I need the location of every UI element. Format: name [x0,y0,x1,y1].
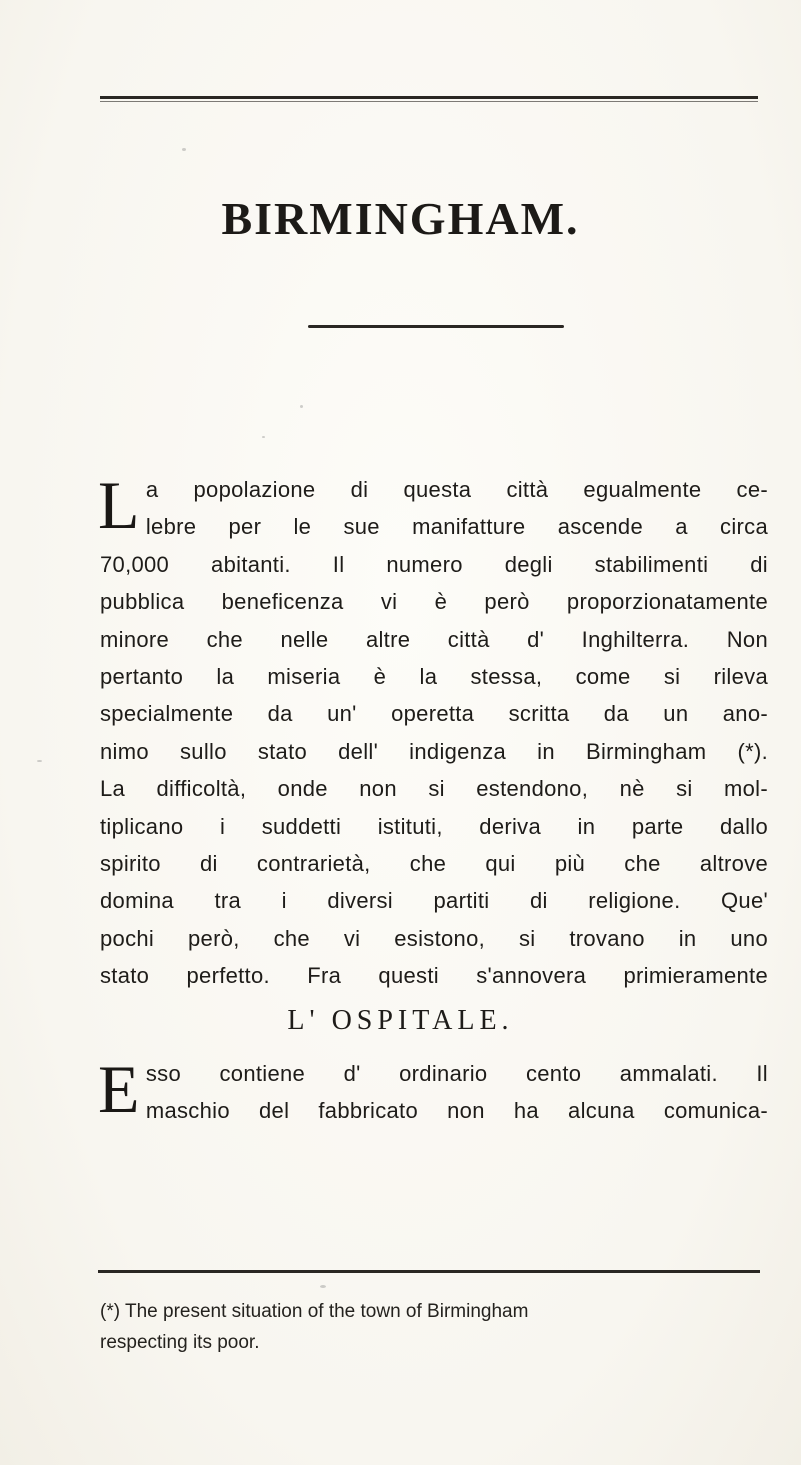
paper-speck [300,405,303,408]
text-line: lebre per le sue manifatture ascende a circa [145,514,768,540]
text-line: 70,000 abitanti. Il numero degli stabilimenti di [100,551,768,577]
text-line: domina tra i diversi partiti di religione. Que' [100,888,768,914]
text-line: stato perfetto. Fra questi s'annovera primieramente [100,963,768,989]
paper-speck [262,436,265,438]
footnote [100,1296,768,1358]
text-line: nimo sullo stato dell' indigenza in Birmingham (*). [100,738,768,764]
text-line: maschio del fabbricato non ha alcuna comunica- [145,1098,768,1124]
text-line: La popolazione di questa città egualmente ce- [98,467,768,543]
section-heading: L' OSPITALE. [287,1005,514,1036]
paragraph-ospitale [98,1051,768,1130]
paragraph-birmingham [98,467,768,994]
text-line: pertanto la miseria è la stessa, come si rileva [100,663,768,689]
text-line: tiplicano i suddetti istituti, deriva in parte dallo [100,813,768,839]
footnote-line: (*) The present situation of the town of Birmingham [100,1301,529,1322]
text-line: pubblica beneficenza vi è però proporzionatamente [100,589,768,615]
text-line: spirito di contrarietà, che qui più che altrove [100,850,768,876]
header-rule [100,96,758,99]
paper-speck [37,760,42,762]
drop-cap: E [98,1051,140,1127]
text-line: La difficoltà, onde non si estendono, nè si mol- [100,776,768,802]
paper-speck [320,1285,326,1288]
text-line: Esso contiene d' ordinario cento ammalati. Il [98,1051,768,1127]
paper-speck [182,148,186,151]
title-ornament-rule [308,325,564,328]
drop-cap: L [98,467,140,543]
text-line: specialmente da un' operetta scritta da un ano- [100,701,768,727]
text-line: pochi però, che vi esistono, si trovano in uno [100,925,768,951]
text-line: minore che nelle altre città d' Inghilterra. Non [100,626,768,652]
footnote-rule [98,1270,760,1273]
footnote-line: respecting its poor. [100,1332,260,1353]
header-rule-thin [100,101,758,102]
page-title: BIRMINGHAM. [221,193,580,244]
